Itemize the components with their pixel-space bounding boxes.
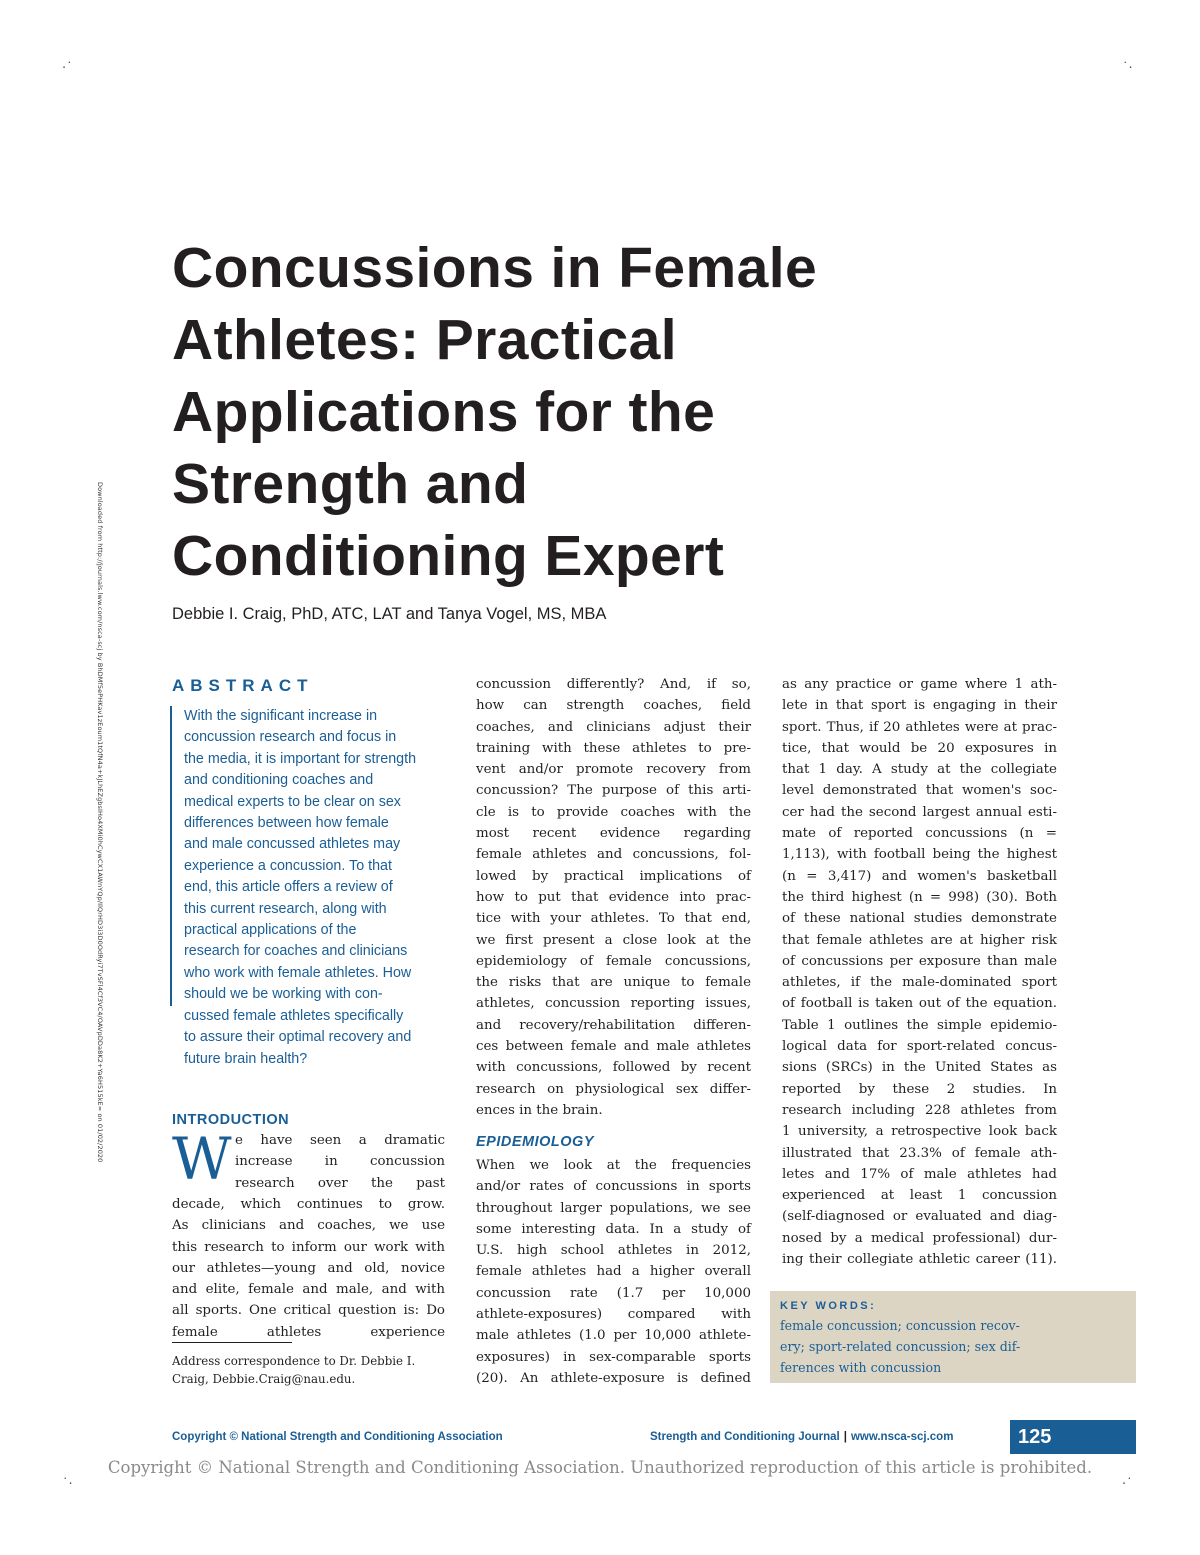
abstract-line: end, this article offers a review of xyxy=(184,879,393,896)
epidemiology-body xyxy=(476,1155,751,1389)
body-line: female athletes had a higher overall xyxy=(476,1264,751,1280)
body-line: increase in concussion xyxy=(235,1154,445,1170)
body-line: illustrated that 23.3% of female ath- xyxy=(782,1145,1057,1161)
body-line: concussion differently? And, if so, xyxy=(476,677,751,692)
body-line: As clinicians and coaches, we use xyxy=(172,1218,445,1234)
abstract-line: With the significant increase in xyxy=(184,708,378,724)
copyright-notice: Copyright © National Strength and Conditioning Association. Unauthorized reproduction of this article is prohibited. xyxy=(107,1458,1093,1477)
body-line: training with these athletes to pre- xyxy=(476,740,751,756)
body-line: 1,113), with football being the highest xyxy=(782,847,1057,863)
body-line: female athletes and concussions, fol- xyxy=(476,847,751,863)
abstract-line: differences between how female xyxy=(184,815,389,832)
body-line: and elite, female and male, and with xyxy=(172,1282,445,1298)
body-line: most recent evidence regarding xyxy=(476,826,751,842)
footnote-line: Address correspondence to Dr. Debbie I. xyxy=(172,1354,416,1368)
column-3-body xyxy=(782,674,1057,1270)
crop-mark-top-right: ˙· xyxy=(1122,61,1133,76)
body-line: our athletes—young and old, novice xyxy=(172,1260,445,1276)
body-line: level demonstrated that women's soc- xyxy=(782,783,1057,799)
abstract-line: medical experts to be clear on sex xyxy=(184,793,401,810)
body-line: and recovery/rehabilitation differen- xyxy=(476,1017,751,1033)
body-line: reported by these 2 studies. In xyxy=(782,1081,1057,1097)
body-line: epidemiology of female concussions, xyxy=(476,953,751,969)
body-line: the third highest (n = 998) (30). Both xyxy=(782,889,1057,905)
abstract-line: cussed female athletes specifically xyxy=(184,1007,404,1024)
page-number: 125 xyxy=(1010,1420,1136,1454)
body-line: ences in the brain. xyxy=(476,1102,603,1118)
body-line: how can strength coaches, field xyxy=(476,698,751,714)
body-line: sport. Thus, if 20 athletes were at prac- xyxy=(782,719,1057,735)
body-line: athlete-exposures) compared with xyxy=(476,1307,751,1323)
abstract-line: and male concussed athletes may xyxy=(184,836,401,853)
body-line: that female athletes are at higher risk xyxy=(782,932,1057,948)
title-line: Concussions in Female xyxy=(172,236,818,300)
body-line: (20). An athlete-exposure is defined xyxy=(476,1370,751,1386)
body-line: research on physiological sex differ- xyxy=(476,1081,751,1097)
footnote-line: Craig, Debbie.Craig@nau.edu. xyxy=(172,1372,356,1386)
keywords-line: female concussion; concussion recov- xyxy=(780,1318,1020,1333)
authors: Debbie I. Craig, PhD, ATC, LAT and Tanya Vogel, MS, MBA xyxy=(172,605,607,623)
journal-url-link[interactable]: www.nsca-scj.com xyxy=(850,1431,954,1443)
body-line: as any practice or game where 1 ath- xyxy=(782,677,1057,692)
keywords-list xyxy=(780,1315,1126,1378)
body-line: experienced at least 1 concussion xyxy=(782,1188,1057,1204)
body-line: that 1 day. A study at the collegiate xyxy=(782,762,1057,778)
body-line: vent and/or promote recovery from xyxy=(476,762,751,778)
body-line: all sports. One critical question is: Do xyxy=(172,1303,445,1319)
body-line: athletes, if the male-dominated sport xyxy=(782,975,1057,991)
body-line: cle is to provide coaches with the xyxy=(476,804,751,820)
body-line: male athletes (1.0 per 10,000 athlete- xyxy=(476,1328,751,1344)
crop-mark-bottom-left: ˙· xyxy=(62,1477,73,1492)
correspondence-footnote xyxy=(172,1352,452,1388)
title-line: Athletes: Practical xyxy=(172,308,677,372)
body-line: (n = 3,417) and women's basketball xyxy=(782,868,1057,884)
footer-copyright: Copyright © National Strength and Conditioning Association xyxy=(172,1431,503,1443)
body-line: some interesting data. In a study of xyxy=(476,1221,751,1237)
footer-separator: | xyxy=(843,1431,847,1443)
footer-journal-info xyxy=(650,1431,953,1443)
body-line: with concussions, followed by recent xyxy=(476,1060,751,1076)
body-line: and/or rates of concussions in sports xyxy=(476,1179,751,1195)
body-line: of these national studies demonstrate xyxy=(782,911,1057,927)
body-line: Table 1 outlines the simple epidemio- xyxy=(782,1017,1057,1033)
journal-name: Strength and Conditioning Journal xyxy=(650,1431,840,1443)
body-line: decade, which continues to grow. xyxy=(172,1197,445,1212)
body-line: throughout larger populations, we see xyxy=(476,1200,751,1216)
download-watermark: Downloaded from http://journals.lww.com/nsca-scj by BhDMf5ePHKav1zEoum1tQfN4a+kJLhEZgbsIHo4XMi0hCywCX1AWnYQp/IlQrHD3i3D0OdRyi7TvSFl4Cf3VC4/OAVpDDa8K2+Ya6H515kE= on 01/02/2020 xyxy=(96,482,104,1163)
body-line: tice, that would be 20 exposures in xyxy=(782,740,1057,756)
title-line: Strength and xyxy=(172,452,529,516)
body-line: concussion rate (1.7 per 10,000 xyxy=(476,1285,751,1301)
body-line: of concussions per exposure than male xyxy=(782,953,1057,969)
drop-cap: W xyxy=(172,1125,232,1193)
body-line: (self-diagnosed or evaluated and diag- xyxy=(782,1209,1057,1225)
introduction-indented-lines xyxy=(235,1130,445,1194)
abstract-line: practical applications of the xyxy=(184,922,357,939)
keywords-line: ery; sport-related concussion; sex dif- xyxy=(780,1339,1021,1354)
footnote-rule xyxy=(172,1342,292,1343)
abstract-line: this current research, along with xyxy=(184,900,387,917)
body-line: research over the past xyxy=(235,1175,445,1191)
abstract-heading: ABSTRACT xyxy=(172,676,314,695)
body-line: ing their collegiate athletic career (11). xyxy=(782,1252,1057,1268)
abstract-line: the media, it is important for strength xyxy=(184,750,417,767)
body-line: When we look at the frequencies xyxy=(476,1158,751,1173)
body-line: letes and 17% of male athletes had xyxy=(782,1166,1057,1182)
abstract-line: should we be working with con- xyxy=(184,986,383,1003)
body-line: ces between female and male athletes xyxy=(476,1039,751,1055)
body-line: tice with your athletes. To that end, xyxy=(476,911,751,927)
body-line: coaches, and clinicians adjust their xyxy=(476,719,751,735)
body-line: 1 university, a retrospective look back xyxy=(782,1124,1057,1140)
abstract-line: to assure their optimal recovery and xyxy=(184,1029,412,1046)
body-line: exposures) in sex-comparable sports xyxy=(476,1349,751,1365)
body-line: sions (SRCs) in the United States as xyxy=(782,1060,1057,1076)
column-2-body xyxy=(476,674,751,1121)
keywords-heading: KEY WORDS: xyxy=(780,1300,877,1312)
crop-mark-bottom-right: ·˙ xyxy=(1122,1477,1133,1492)
body-line: concussion? The purpose of this arti- xyxy=(476,783,751,799)
abstract-line: concussion research and focus in xyxy=(184,729,397,746)
article-title xyxy=(172,232,1072,592)
body-line: female athletes experience xyxy=(172,1324,445,1340)
abstract-line: who work with female athletes. How xyxy=(184,964,412,981)
body-line: lowed by practical implications of xyxy=(476,868,751,884)
abstract-line: experience a concussion. To that xyxy=(184,857,392,874)
body-line: athletes, concussion reporting issues, xyxy=(476,996,751,1012)
abstract-line: research for coaches and clinicians xyxy=(184,943,408,960)
title-line: Applications for the xyxy=(172,380,716,444)
body-line: nosed by a medical professional) dur- xyxy=(782,1230,1057,1246)
body-line: lete in that sport is engaging in their xyxy=(782,698,1057,714)
body-line: research including 228 athletes from xyxy=(782,1102,1057,1118)
abstract-line: future brain health? xyxy=(184,1050,308,1067)
body-line: the risks that are unique to female xyxy=(476,975,751,991)
body-line: mate of reported concussions (n = xyxy=(782,826,1057,842)
keywords-line: ferences with concussion xyxy=(780,1360,942,1375)
keywords-box xyxy=(770,1291,1136,1383)
crop-mark-top-left: ·˙ xyxy=(62,61,73,76)
body-line: e have seen a dramatic xyxy=(235,1133,445,1148)
body-line: U.S. high school athletes in 2012, xyxy=(476,1243,751,1259)
introduction-heading: INTRODUCTION xyxy=(172,1112,290,1128)
body-line: of football is taken out of the equation. xyxy=(782,996,1057,1012)
abstract-body xyxy=(170,706,466,1067)
introduction-body xyxy=(172,1194,445,1343)
body-line: cer had the second largest annual esti- xyxy=(782,804,1057,820)
body-line: we first present a close look at the xyxy=(476,932,751,948)
body-line: logical data for sport-related concus- xyxy=(782,1039,1057,1055)
title-line: Conditioning Expert xyxy=(172,524,725,588)
body-line: how to put that evidence into prac- xyxy=(476,889,751,905)
epidemiology-heading: EPIDEMIOLOGY xyxy=(476,1134,594,1150)
abstract-line: and conditioning coaches and xyxy=(184,772,374,789)
body-line: this research to inform our work with xyxy=(172,1239,445,1255)
